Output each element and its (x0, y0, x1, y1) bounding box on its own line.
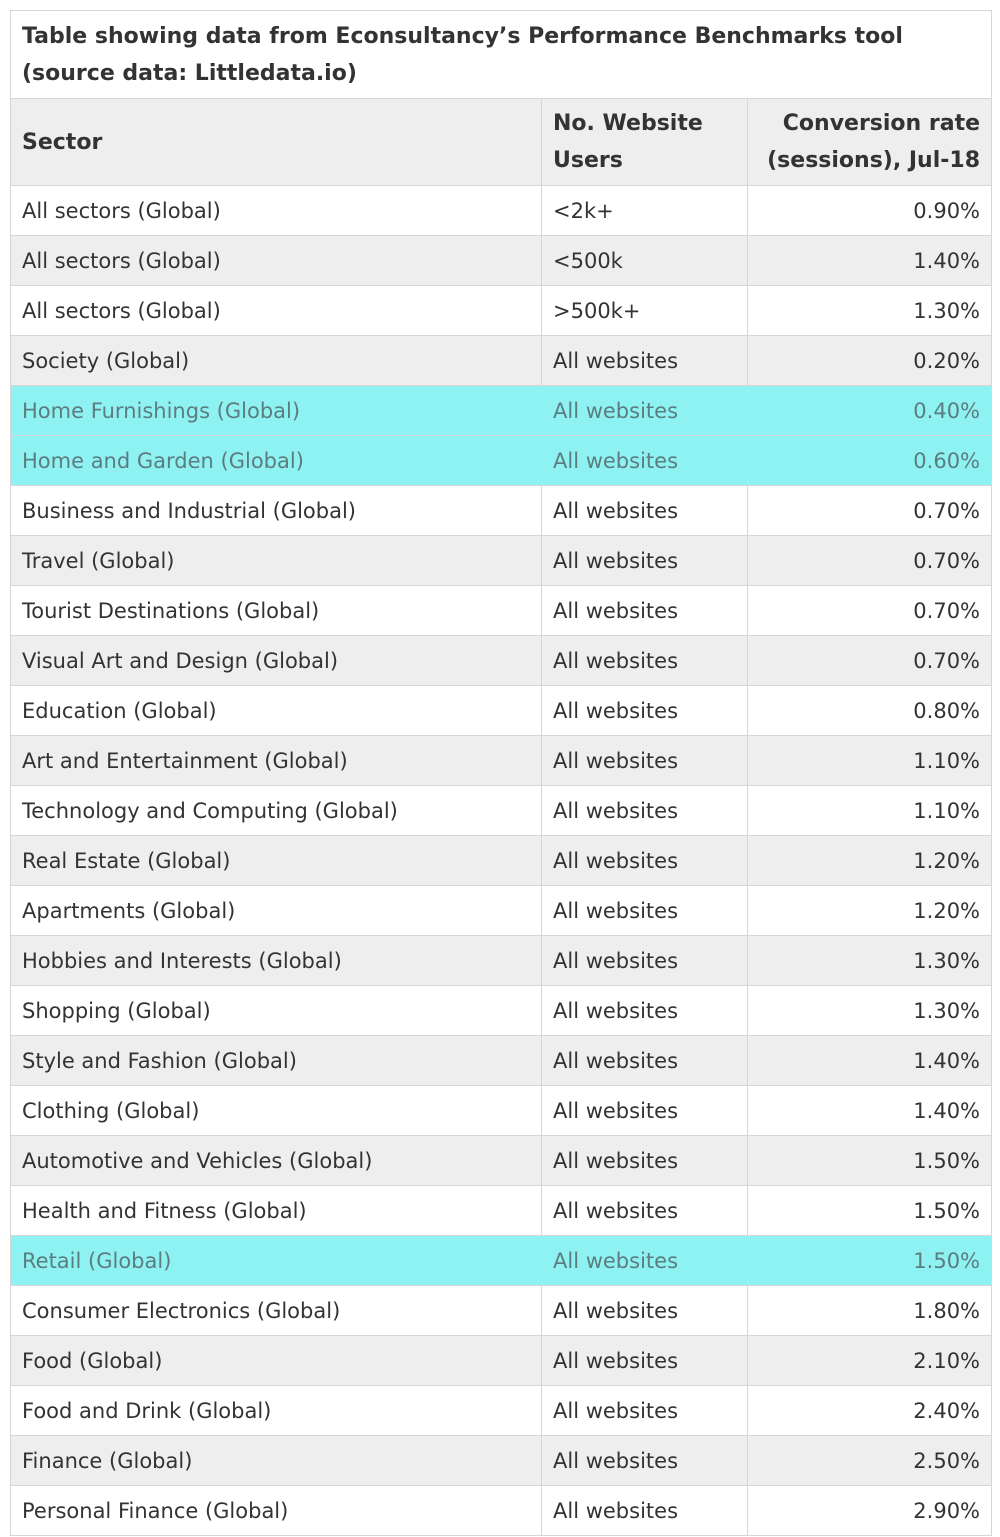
sector-cell: Hobbies and Interests (Global) (11, 936, 542, 986)
table-row (11, 1186, 992, 1236)
table-row (11, 1136, 992, 1186)
sector-cell: Health and Fitness (Global) (11, 1186, 542, 1236)
website-users-cell: All websites (542, 1286, 748, 1336)
sector-cell: Consumer Electronics (Global) (11, 1286, 542, 1336)
sector-cell: Personal Finance (Global) (11, 1486, 542, 1536)
table-row (11, 786, 992, 836)
table-row (11, 986, 992, 1036)
website-users-cell: All websites (542, 1436, 748, 1486)
website-users-cell: All websites (542, 1236, 748, 1286)
website-users-cell: All websites (542, 786, 748, 836)
conversion-rate-cell: 0.70% (748, 536, 992, 586)
conversion-rate-cell: 1.50% (748, 1236, 992, 1286)
conversion-rate-cell: 0.60% (748, 436, 992, 486)
conversion-rate-cell: 2.10% (748, 1336, 992, 1386)
conversion-rate-cell: 1.40% (748, 236, 992, 286)
table-row (11, 936, 992, 986)
sector-cell: Food and Drink (Global) (11, 1386, 542, 1436)
header-website-users: No. Website Users (542, 99, 748, 186)
website-users-cell: All websites (542, 1486, 748, 1536)
header-sector: Sector (11, 99, 542, 186)
website-users-cell: <2k+ (542, 186, 748, 236)
website-users-cell: <500k (542, 236, 748, 286)
conversion-rate-cell: 0.70% (748, 636, 992, 686)
website-users-cell: All websites (542, 386, 748, 436)
website-users-cell: All websites (542, 736, 748, 786)
conversion-rate-cell: 1.20% (748, 886, 992, 936)
conversion-rate-cell: 0.40% (748, 386, 992, 436)
table-row (11, 636, 992, 686)
conversion-rate-cell: 1.30% (748, 286, 992, 336)
table-row (11, 1486, 992, 1536)
website-users-cell: All websites (542, 586, 748, 636)
sector-cell: Society (Global) (11, 336, 542, 386)
conversion-rate-cell: 1.40% (748, 1036, 992, 1086)
header-conversion-rate: Conversion rate (sessions), Jul-18 (748, 99, 992, 186)
sector-cell: All sectors (Global) (11, 286, 542, 336)
sector-cell: Style and Fashion (Global) (11, 1036, 542, 1086)
conversion-rate-cell: 2.90% (748, 1486, 992, 1536)
table-row (11, 586, 992, 636)
sector-cell: All sectors (Global) (11, 236, 542, 286)
sector-cell: Apartments (Global) (11, 886, 542, 936)
sector-cell: All sectors (Global) (11, 186, 542, 236)
sector-cell: Automotive and Vehicles (Global) (11, 1136, 542, 1186)
website-users-cell: >500k+ (542, 286, 748, 336)
sector-cell: Shopping (Global) (11, 986, 542, 1036)
table-row (11, 1286, 992, 1336)
benchmarks-table-container (10, 10, 991, 1536)
table-row (11, 1036, 992, 1086)
website-users-cell: All websites (542, 1086, 748, 1136)
table-row (11, 1436, 992, 1486)
sector-cell: Real Estate (Global) (11, 836, 542, 886)
website-users-cell: All websites (542, 436, 748, 486)
table-row-highlighted (11, 1236, 992, 1286)
caption-row (11, 11, 992, 99)
table-caption: Table showing data from Econsultancy’s Performance Benchmarks tool (source data: Littledata.io) (11, 11, 992, 99)
table-row (11, 536, 992, 586)
table-row-highlighted (11, 386, 992, 436)
website-users-cell: All websites (542, 886, 748, 936)
conversion-rate-cell: 1.50% (748, 1186, 992, 1236)
website-users-cell: All websites (542, 486, 748, 536)
table-row (11, 486, 992, 536)
sector-cell: Business and Industrial (Global) (11, 486, 542, 536)
table-row (11, 736, 992, 786)
website-users-cell: All websites (542, 1186, 748, 1236)
table-row (11, 1086, 992, 1136)
conversion-rate-cell: 1.10% (748, 736, 992, 786)
conversion-rate-cell: 2.40% (748, 1386, 992, 1436)
sector-cell: Home Furnishings (Global) (11, 386, 542, 436)
sector-cell: Technology and Computing (Global) (11, 786, 542, 836)
sector-cell: Retail (Global) (11, 1236, 542, 1286)
website-users-cell: All websites (542, 1036, 748, 1086)
website-users-cell: All websites (542, 1136, 748, 1186)
website-users-cell: All websites (542, 636, 748, 686)
table-row (11, 186, 992, 236)
sector-cell: Travel (Global) (11, 536, 542, 586)
conversion-rate-cell: 1.30% (748, 986, 992, 1036)
table-row (11, 886, 992, 936)
sector-cell: Clothing (Global) (11, 1086, 542, 1136)
conversion-rate-cell: 0.80% (748, 686, 992, 736)
conversion-rate-cell: 0.20% (748, 336, 992, 386)
sector-cell: Art and Entertainment (Global) (11, 736, 542, 786)
table-row (11, 236, 992, 286)
benchmarks-table (10, 10, 992, 1536)
sector-cell: Food (Global) (11, 1336, 542, 1386)
table-row (11, 1336, 992, 1386)
website-users-cell: All websites (542, 836, 748, 886)
website-users-cell: All websites (542, 1336, 748, 1386)
table-row-highlighted (11, 436, 992, 486)
sector-cell: Visual Art and Design (Global) (11, 636, 542, 686)
conversion-rate-cell: 0.70% (748, 586, 992, 636)
conversion-rate-cell: 2.50% (748, 1436, 992, 1486)
sector-cell: Home and Garden (Global) (11, 436, 542, 486)
table-body (11, 186, 992, 1536)
table-row (11, 686, 992, 736)
conversion-rate-cell: 1.20% (748, 836, 992, 886)
website-users-cell: All websites (542, 986, 748, 1036)
table-row (11, 336, 992, 386)
website-users-cell: All websites (542, 1386, 748, 1436)
conversion-rate-cell: 1.50% (748, 1136, 992, 1186)
website-users-cell: All websites (542, 936, 748, 986)
conversion-rate-cell: 1.10% (748, 786, 992, 836)
table-row (11, 286, 992, 336)
website-users-cell: All websites (542, 536, 748, 586)
conversion-rate-cell: 0.70% (748, 486, 992, 536)
conversion-rate-cell: 1.80% (748, 1286, 992, 1336)
sector-cell: Tourist Destinations (Global) (11, 586, 542, 636)
conversion-rate-cell: 1.30% (748, 936, 992, 986)
table-row (11, 836, 992, 886)
conversion-rate-cell: 0.90% (748, 186, 992, 236)
conversion-rate-cell: 1.40% (748, 1086, 992, 1136)
table-row (11, 1386, 992, 1436)
website-users-cell: All websites (542, 336, 748, 386)
sector-cell: Education (Global) (11, 686, 542, 736)
sector-cell: Finance (Global) (11, 1436, 542, 1486)
header-row (11, 99, 992, 186)
website-users-cell: All websites (542, 686, 748, 736)
